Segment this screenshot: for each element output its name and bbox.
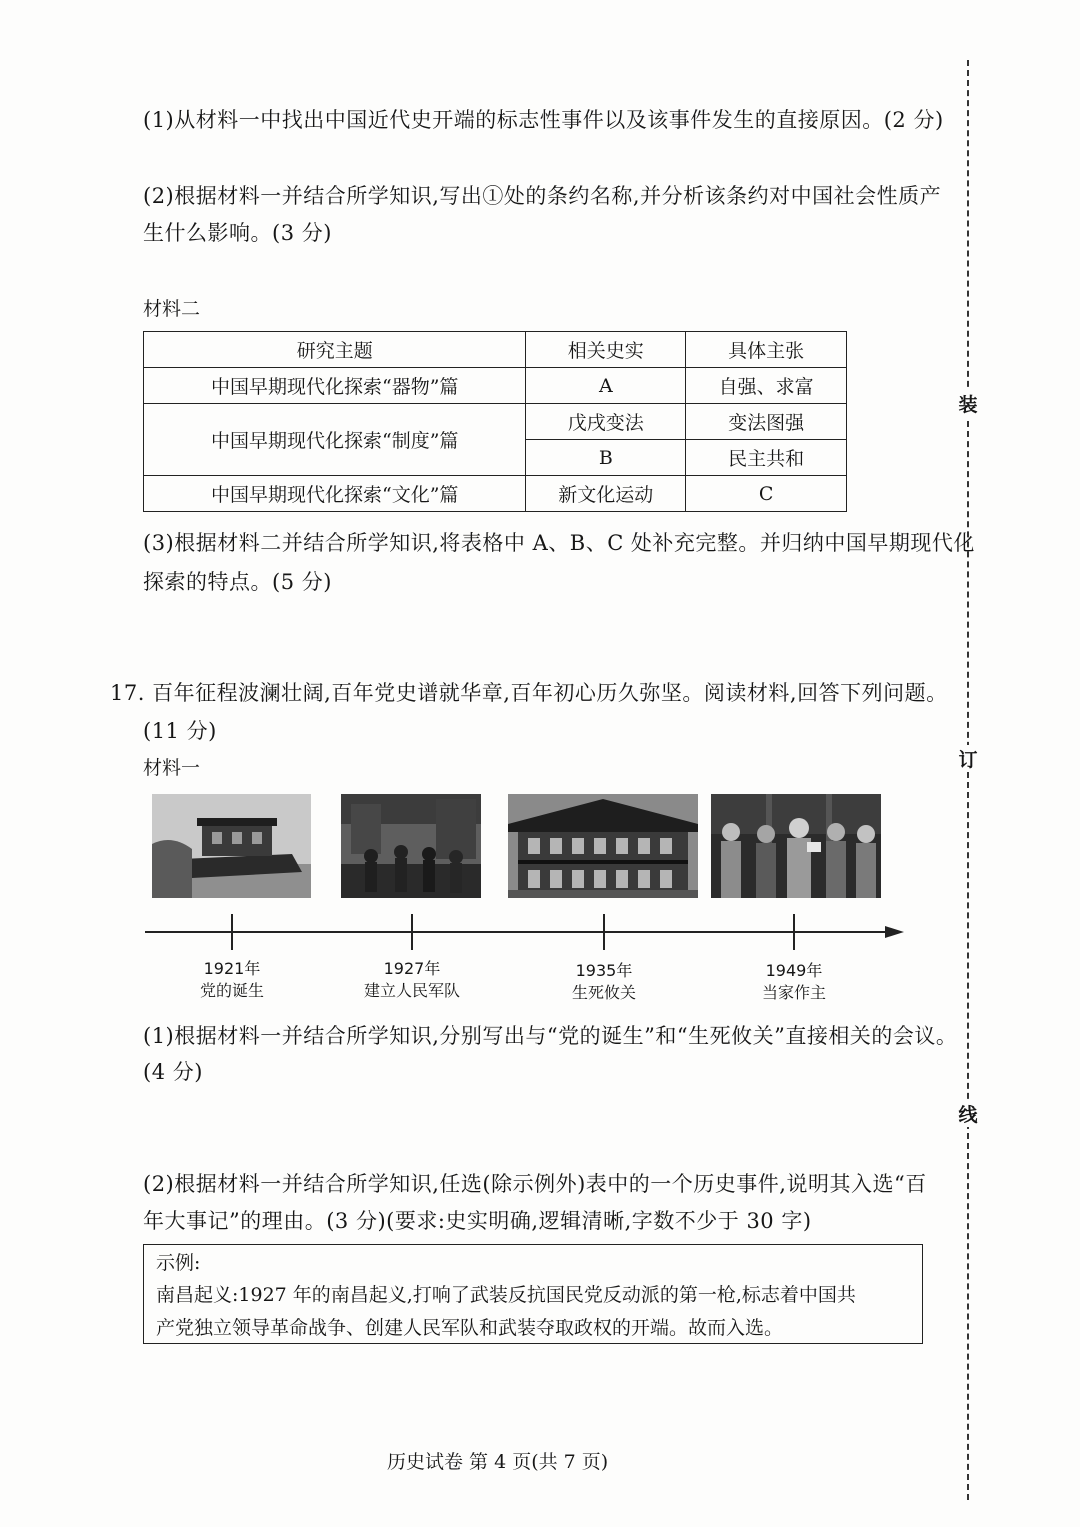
header-claim: 具体主张 [686, 332, 847, 368]
row2-claim-a: 变法图强 [686, 404, 847, 440]
material2-label: 材料二 [143, 298, 201, 320]
q16-sub2-line1: (2)根据材料一并结合所学知识,写出①处的条约名称,并分析该条约对中国社会性质产 [143, 184, 942, 208]
red-boat-photo [152, 794, 311, 898]
row3-fact: 新文化运动 [526, 476, 686, 512]
q16-sub2-line2: 生什么影响。(3 分) [143, 221, 332, 245]
q17-sub1-line1: (1)根据材料一并结合所学知识,分别写出与“党的诞生”和“生死攸关”直接相关的会议。 [143, 1024, 958, 1048]
binding-char-zhuang: 装 [956, 390, 980, 417]
q17-stem-line1: 17. 百年征程波澜壮阔,百年党史谱就华章,百年初心历久弥坚。阅读材料,回答下列问题。 [110, 681, 948, 705]
q16-sub3-line2: 探索的特点。(5 分) [143, 570, 332, 594]
binding-char-xian: 线 [956, 1100, 980, 1127]
row3-topic: 中国早期现代化探索“文化”篇 [144, 476, 526, 512]
timeline-label-1949 [714, 960, 874, 1004]
timeline-year: 1935年 [575, 961, 633, 980]
q17-sub2-line2: 年大事记”的理由。(3 分)(要求:史实明确,逻辑清晰,字数不少于 30 字) [143, 1209, 812, 1233]
table-row [144, 368, 847, 404]
q17-stem-line2: (11 分) [143, 719, 217, 743]
timeline-year: 1921年 [203, 959, 261, 978]
table-header-row [144, 332, 847, 368]
row2-fact-b: B [526, 440, 686, 476]
header-fact: 相关史实 [526, 332, 686, 368]
table-row [144, 404, 847, 440]
timeline-year: 1949年 [765, 961, 823, 980]
timeline-label-1927 [332, 958, 492, 1002]
row1-fact: A [526, 368, 686, 404]
timeline-event: 建立人民军队 [363, 981, 460, 1000]
timeline-year: 1927年 [383, 959, 441, 978]
table-row [144, 476, 847, 512]
binding-dashed-line [967, 60, 969, 1500]
founding-ceremony-photo [711, 794, 881, 898]
timeline-label-1921 [152, 958, 312, 1002]
example-box [143, 1244, 923, 1344]
material1-label: 材料一 [143, 757, 201, 779]
example-title: 示例: [156, 1252, 201, 1274]
timeline-event: 当家作主 [761, 983, 826, 1002]
row2-fact-a: 戊戌变法 [526, 404, 686, 440]
q16-sub1: (1)从材料一中找出中国近代史开端的标志性事件以及该事件发生的直接原因。(2 分) [143, 108, 944, 132]
binding-char-ding: 订 [956, 745, 980, 772]
example-line1: 南昌起义:1927 年的南昌起义,打响了武装反抗国民党反动派的第一枪,标志着中国共 [156, 1284, 856, 1306]
nanchang-uprising-photo [341, 794, 481, 898]
header-topic: 研究主题 [144, 332, 526, 368]
zunyi-building-photo [508, 794, 698, 898]
q16-sub3-line1: (3)根据材料二并结合所学知识,将表格中 A、B、C 处补充完整。并归纳中国早期现代化 [143, 531, 975, 555]
row2-claim-b: 民主共和 [686, 440, 847, 476]
q17-sub2-line1: (2)根据材料一并结合所学知识,任选(除示例外)表中的一个历史事件,说明其入选“百 [143, 1172, 927, 1196]
timeline-event: 党的诞生 [199, 981, 264, 1000]
row1-claim: 自强、求富 [686, 368, 847, 404]
q17-sub1-line2: (4 分) [143, 1060, 203, 1084]
timeline-event: 生死攸关 [571, 983, 636, 1002]
timeline-axis [140, 910, 910, 954]
timeline-label-1935 [524, 960, 684, 1004]
row2-topic: 中国早期现代化探索“制度”篇 [144, 404, 526, 476]
row1-topic: 中国早期现代化探索“器物”篇 [144, 368, 526, 404]
row3-claim: C [686, 476, 847, 512]
material2-table [143, 331, 847, 512]
page-footer: 历史试卷 第 4 页(共 7 页) [387, 1451, 609, 1473]
example-line2: 产党独立领导革命战争、创建人民军队和武装夺取政权的开端。故而入选。 [156, 1317, 784, 1339]
